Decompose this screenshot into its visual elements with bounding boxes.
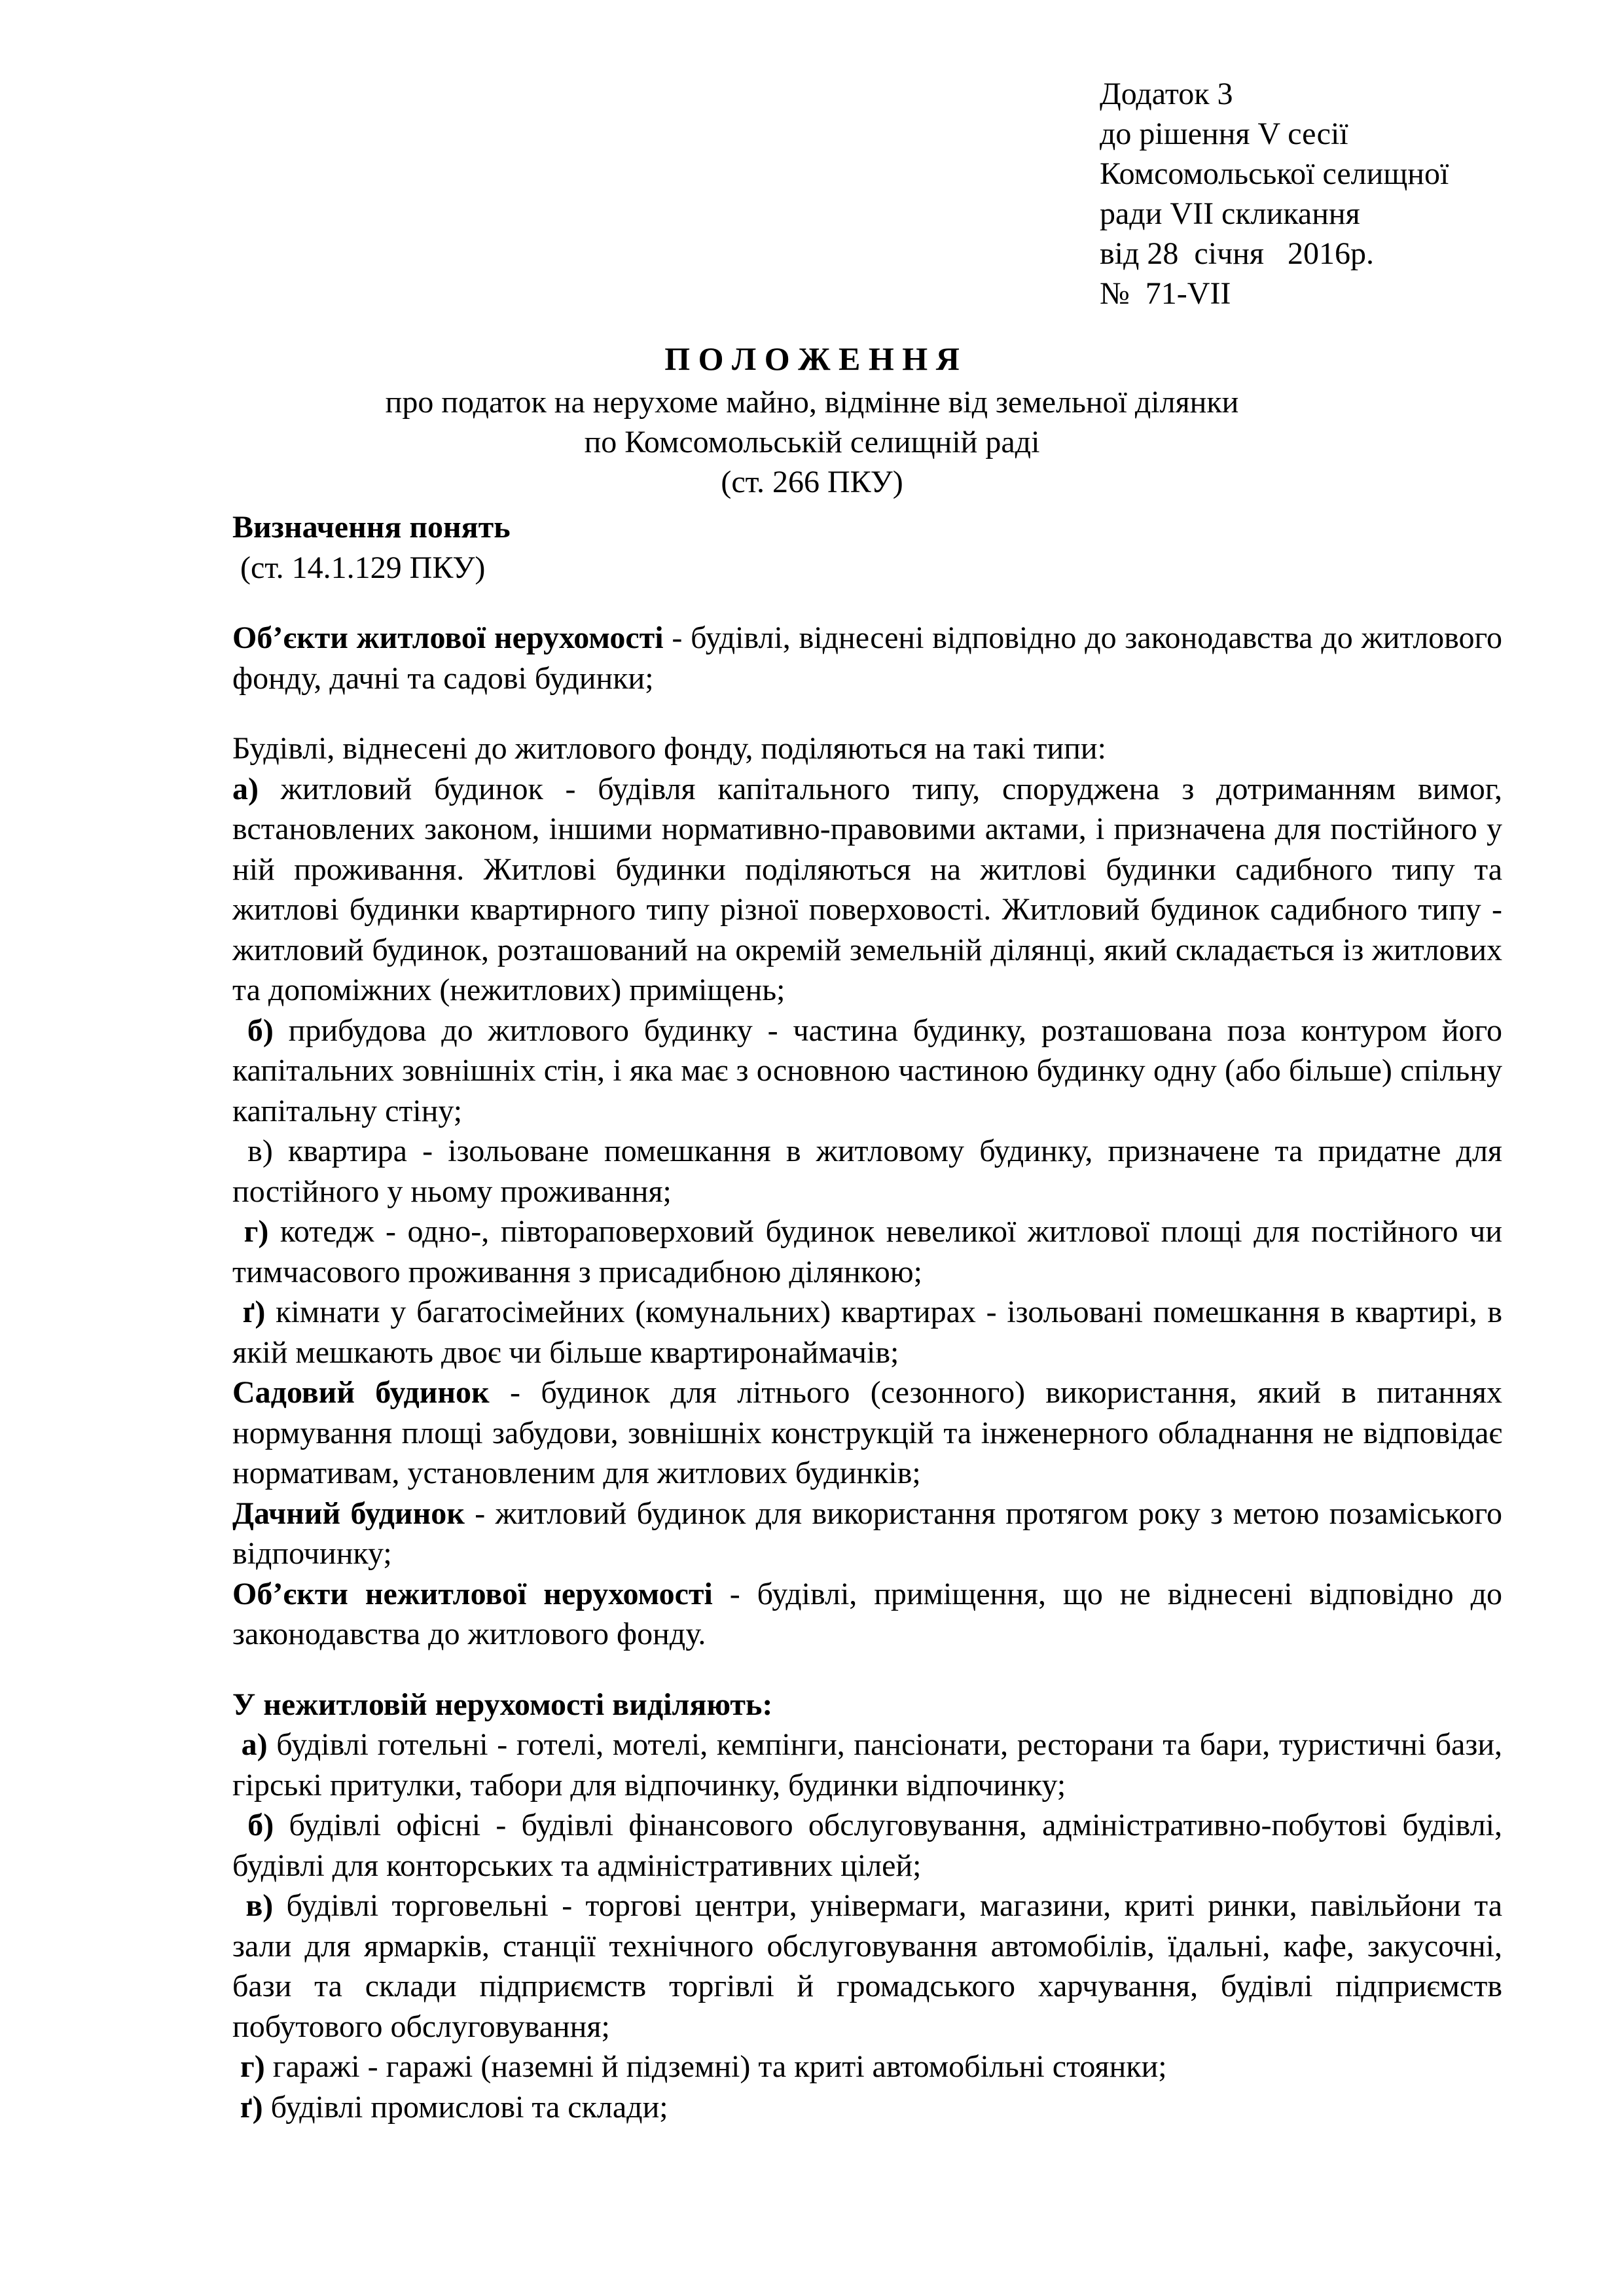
item-marker: а) [232,1727,268,1762]
housing-type-b [232,1011,1502,1132]
item-text: в) квартира - ізольоване помешкання в житловому будинку, призначене та придатне для постійного у ньому проживання; [232,1134,1511,1209]
nonresidential-type-g [232,2047,1502,2087]
appendix-block [1100,74,1449,314]
nonresidential-term: Об’єкти нежитлової нерухомості [232,1576,713,1611]
housing-type-g [232,1211,1502,1292]
nonresidential-type-v [232,1886,1502,2047]
residential-text: - будівлі, віднесені відповідно до законодавства до житлового фонду, дачні та садові будинки; [232,620,1502,696]
item-marker: б) [232,1808,274,1842]
residential-definition [232,618,1502,698]
item-text: будівлі готельні - готелі, мотелі, кемпінги, пансіонати, ресторани та бари, туристичні бази, гірські притулки, табори для відпочинку, будинки відпочинку; [232,1727,1503,1803]
item-marker: б) [232,1013,274,1048]
definitions-heading-text: Визначення понять [232,510,511,545]
definitions-heading [232,507,1502,588]
appendix-line: від 28 січня 2016р. [1100,236,1374,271]
dacha-house-definition [232,1494,1502,1574]
nonresidential-type-a [232,1725,1502,1805]
item-text: прибудова до житлового будинку - частина будинку, розташована поза контуром його капітальних зовнішніх стін, і яка має з основною частиною будинку одну (або більше) спільну капітальну стіну; [232,1013,1503,1128]
item-text: будівлі офісні - будівлі фінансового обслуговування, адміністративно-побутові будівлі, будівлі для конторських та адміністративних цілей; [232,1808,1502,1883]
subtitle-line: про податок на нерухоме майно, відмінне від земельної ділянки [385,385,1239,420]
document-title: П О Л О Ж Е Н Н Я [664,340,960,377]
dacha-house-term: Дачний будинок [232,1496,465,1531]
nonresidential-types-heading [232,1685,1502,1725]
residential-term: Об’єкти житлової нерухомості [232,620,664,655]
subtitle-line: (ст. 266 ПКУ) [721,465,903,499]
nonresidential-heading-text: У нежитловій нерухомості виділяють: [232,1687,773,1722]
item-text: кімнати у багатосімейних (комунальних) квартирах - ізольовані помешкання в квартирі, в якій мешкають двоє чи більше квартиронаймачів; [232,1295,1502,1370]
appendix-line: № 71-VII [1100,276,1231,311]
appendix-line: Комсомольської селищної [1100,156,1449,191]
dacha-house-text: - житловий будинок для використання протягом року з метою позаміського відпочинку; [232,1496,1502,1571]
garden-house-definition [232,1372,1502,1494]
housing-type-g2 [232,1292,1502,1372]
item-text: житловий будинок - будівля капітального типу, споруджена з дотриманням вимог, встановлених законом, іншими нормативно-правовими актами, і призначена для постійного у ній проживання. Житлові будинки поділяються на житлові будинки садибного типу та житлові будинки квартирного типу різної поверховості. Житловий будинок садибного типу - житловий будинок, розташований на окремій земельній ділянці, який складається із житлових та допоміжних (нежитлових) приміщень; [232,771,1502,1007]
item-marker: ґ) [232,2089,263,2125]
item-marker: а) [232,771,259,806]
document-subtitle [0,382,1624,502]
housing-type-v [232,1131,1511,1211]
garden-house-term: Садовий будинок [232,1375,490,1410]
nonresidential-type-g2 [232,2087,1502,2128]
item-text: будівлі торговельні - торгові центри, універмаги, магазини, криті ринки, павільйони та зали для ярмарків, станції технічного обслуговування автомобілів, їдальні, кафе, закусочні, бази та склади підприємств торгівлі й громадського харчування, будівлі підприємств побутового обслуговування; [232,1888,1502,2044]
item-marker: в) [232,1888,274,1923]
item-marker: г) [232,1214,269,1249]
appendix-line: до рішення V сесії [1100,117,1348,151]
document-body [232,507,1511,2127]
subtitle-line: по Комсомольській селищній раді [584,425,1040,459]
item-marker: г) [232,2049,265,2084]
definitions-reference: (ст. 14.1.129 ПКУ) [232,550,486,585]
appendix-line: Додаток 3 [1100,77,1233,111]
item-marker: ґ) [232,1295,266,1329]
appendix-line: ради VII скликання [1100,196,1360,231]
nonresidential-text: - будівлі, приміщення, що не віднесені відповідно до законодавства до житлового фонду. [232,1576,1503,1651]
nonresidential-definition [232,1574,1502,1655]
housing-type-a [232,769,1502,1011]
item-text: гаражі - гаражі (наземні й підземні) та криті автомобільні стоянки; [264,2049,1167,2084]
item-text: будівлі промислові та склади; [262,2089,668,2125]
item-text: котедж - одно-, півтораповерховий будинок невеликої житлової площі для постійного чи тимчасового проживання з присадибною ділянкою; [232,1214,1503,1289]
housing-types-intro: Будівлі, віднесені до житлового фонду, поділяються на такі типи: [232,731,1106,766]
nonresidential-type-b [232,1805,1502,1886]
garden-house-text: - будинок для літнього (сезонного) використання, який в питаннях нормування площі забудови, зовнішніх конструкцій та інженерного обладнання не відповідає нормативам, установленим для житлових будинків; [232,1375,1502,1490]
